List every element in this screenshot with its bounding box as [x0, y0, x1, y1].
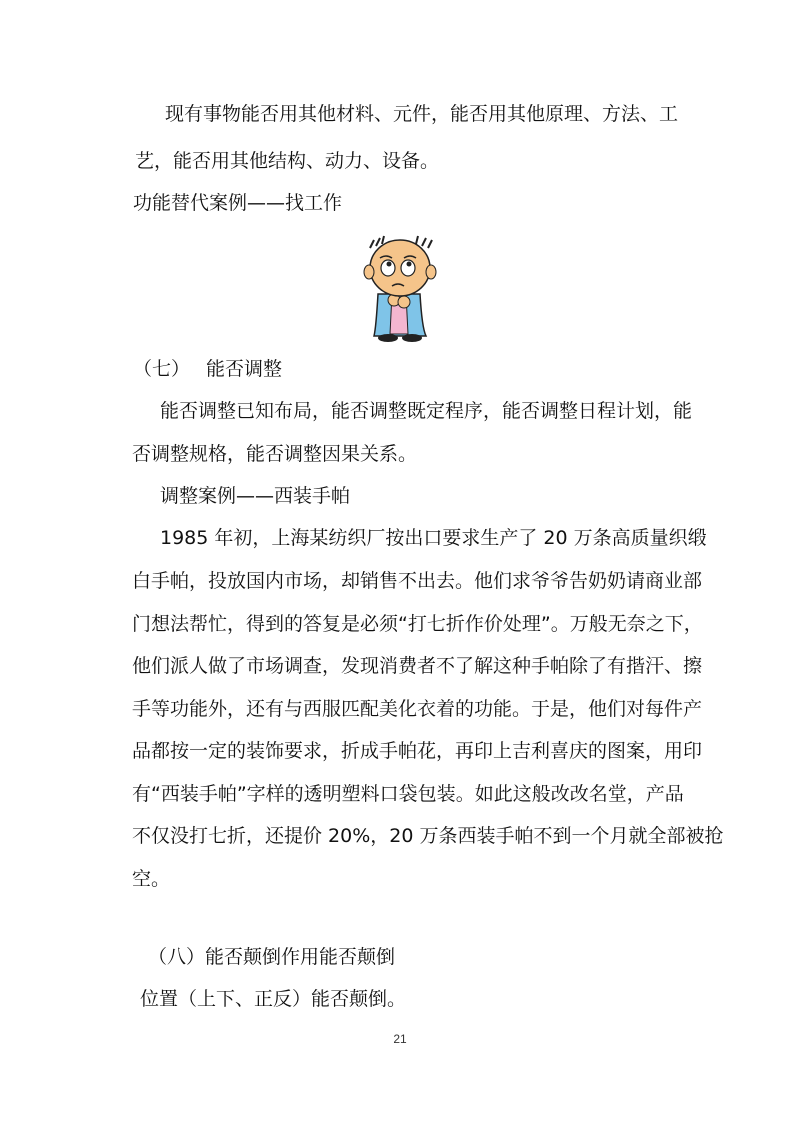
paragraph-1-line-1: 现有事物能否用其他材料、元件，能否用其他原理、方法、工	[165, 103, 679, 125]
story-line: 门想法帮忙，得到的答复是必须“打七折作价处理”。万般无奈之下，	[132, 613, 703, 635]
section-7-title: 能否调整	[206, 358, 283, 380]
paragraph-2-line-1: 能否调整已知布局，能否调整既定程序，能否调整日程计划，能	[160, 400, 693, 422]
paragraph-3: 位置（上下、正反）能否颠倒。	[140, 988, 407, 1010]
section-7-number: （七）	[133, 358, 191, 380]
story-line: 有“西装手帕”字样的透明塑料口袋包装。如此这般改改名堂，产品	[132, 783, 684, 805]
page-number: 21	[393, 1032, 407, 1046]
paragraph-2-line-2: 否调整规格，能否调整因果关系。	[132, 443, 418, 465]
paragraph-1-line-2: 艺，能否用其他结构、动力、设备。	[135, 150, 440, 172]
case-1-title: 功能替代案例——找工作	[133, 192, 343, 214]
story-line: 白手帕，投放国内市场，却销售不出去。他们求爷爷告奶奶请商业部	[132, 570, 703, 592]
worried-old-man-cartoon-icon	[356, 228, 442, 344]
story-line: 空。	[132, 868, 171, 890]
story-line: 不仅没打七折，还提价 20%，20 万条西装手帕不到一个月就全部被抢	[132, 825, 724, 847]
story-line: 他们派人做了市场调查，发现消费者不了解这种手帕除了有揩汗、擦	[132, 655, 703, 677]
story-line: 手等功能外，还有与西服匹配美化衣着的功能。于是，他们对每件产	[132, 698, 703, 720]
case-2-title: 调整案例——西装手帕	[160, 485, 351, 507]
section-8-heading: （八）能否颠倒作用能否颠倒	[148, 946, 396, 968]
story-line: 1985 年初，上海某纺织厂按出口要求生产了 20 万条高质量织缎	[160, 527, 707, 549]
story-line: 品都按一定的装饰要求，折成手帕花，再印上吉利喜庆的图案，用印	[132, 740, 703, 762]
